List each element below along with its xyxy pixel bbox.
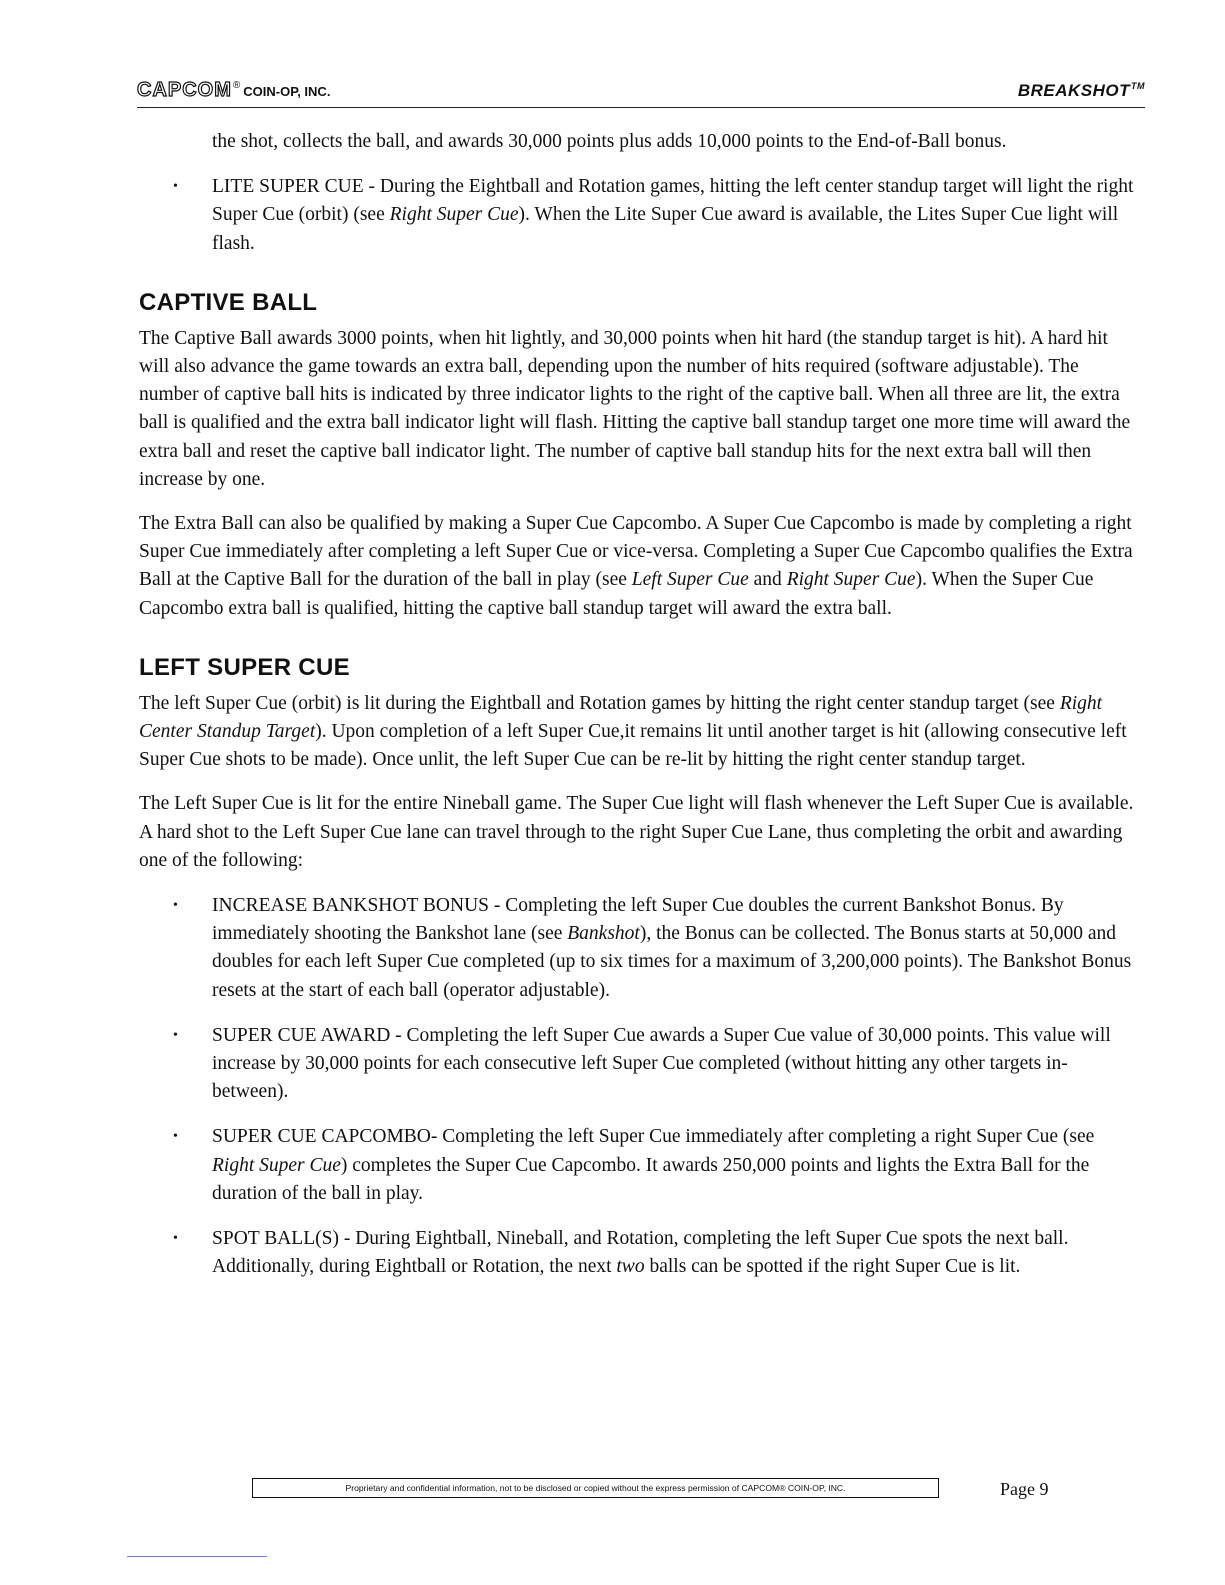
bullet-super-cue-award <box>139 1022 1139 1107</box>
scan-edge-mark <box>127 1556 267 1557</box>
bullet-text: SUPER CUE AWARD - Completing the left Super Cue awards a Super Cue value of 30,000 points. This value will increase by 30,000 points for each consecutive left Super Cue completed (without hitting any other targets in-between). <box>212 1024 1111 1103</box>
paragraph-text: ). Upon completion of a left Super Cue,it remains lit until another target is hit (allowing consecutive left Super Cue shots to be made). Once unlit, the left Super Cue can be re-lit by hitting the right center standup target. <box>139 721 1127 771</box>
cross-reference: Left Super Cue <box>631 569 749 591</box>
emphasis: two <box>616 1256 645 1278</box>
paragraph <box>139 510 1139 623</box>
cross-reference: Right Super Cue <box>212 1154 341 1176</box>
bullet-text: balls can be spotted if the right Super Cue is lit. <box>644 1256 1021 1278</box>
cross-reference: Right Super Cue <box>786 569 916 591</box>
bullet-text: ), the Bonus can be collected. The Bonus starts at 50,000 and doubles for each left Super Cue completed (up to six times for a maximum of 3,200,000 points). The Bankshot Bonus resets at the start of each ball (operator adjustable). <box>212 923 1132 1001</box>
logo-wordmark: CAPCOM <box>137 79 232 101</box>
section-heading-left-super-cue: LEFT SUPER CUE <box>139 653 350 681</box>
bullet-text: ). When the Lite Super Cue award is available, the Lites Super Cue light will flash. <box>212 204 1119 254</box>
cross-reference: Bankshot <box>567 923 640 945</box>
paragraph-text: ). When the Super Cue Capcombo extra ball is qualified, hitting the captive ball standup target will award the extra ball. <box>139 569 1094 619</box>
capcom-logo <box>137 80 330 100</box>
paragraph-text: and <box>748 569 787 591</box>
paragraph <box>139 690 1139 775</box>
bullet-text: INCREASE BANKSHOT BONUS - Completing the left Super Cue doubles the current Bankshot Bonus. By immediately shooting the Bankshot lane (see <box>212 895 1064 945</box>
page-body <box>139 128 1139 1282</box>
bullet-text: SUPER CUE CAPCOMBO- Completing the left Super Cue immediately after completing a right Super Cue (see <box>212 1126 1095 1148</box>
bullet-dot: • <box>173 1231 178 1247</box>
bullet-text: ) completes the Super Cue Capcombo. It awards 250,000 points and lights the Extra Ball for the duration of the ball in play. <box>212 1154 1090 1204</box>
page-number: Page 9 <box>1000 1479 1049 1499</box>
bullet-dot: • <box>173 179 178 195</box>
bullet-text: SPOT BALL(S) - During Eightball, Nineball, and Rotation, completing the left Super Cue spots the next ball. Additionally, during Eightball or Rotation, the next <box>212 1228 1069 1278</box>
bullet-increase-bankshot-bonus <box>139 892 1139 1005</box>
confidentiality-notice: Proprietary and confidential information, not to be disclosed or copied without the express permission of CAPCOM® COIN-OP, INC. <box>252 1478 939 1498</box>
paragraph-text: The Extra Ball can also be qualified by making a Super Cue Capcombo. A Super Cue Capcombo is made by completing a right Super Cue immediately after completing a left Super Cue or vice-versa. Completing a Super Cue Capcombo qualifies the Extra Ball at the Captive Ball for the duration of the ball in play (see <box>139 513 1133 591</box>
company-name: COIN-OP, INC. <box>243 84 331 99</box>
paragraph: The Left Super Cue is lit for the entire Nineball game. The Super Cue light will flash whenever the Left Super Cue is available. A hard shot to the Left Super Cue lane can travel through to the right Super Cue Lane, thus completing the orbit and awarding one of the following: <box>139 793 1134 871</box>
cross-reference: Right Center Standup Target <box>139 692 1103 743</box>
page-header <box>137 78 1145 106</box>
bullet-spot-balls <box>139 1225 1139 1281</box>
paragraph: The Captive Ball awards 3000 points, when hit lightly, and 30,000 points when hit hard (the standup target is hit). A hard hit will also advance the game towards an extra ball, depending upon the number of hits required (software adjustable). The number of captive ball hits is indicated by three indicator lights to the right of the captive ball. When all three are lit, the extra ball is qualified and the extra ball indicator light will flash. Hitting the captive ball standup target one more time will award the extra ball and reset the captive ball indicator light. The number of captive ball standup hits for the next extra ball will then increase by one. <box>139 327 1131 490</box>
continuation-paragraph: the shot, collects the ball, and awards 30,000 points plus adds 10,000 points to the End-of-Ball bonus. <box>212 131 1007 152</box>
bullet-text: LITE SUPER CUE - During the Eightball and Rotation games, hitting the left center standup target will light the right Super Cue (orbit) (see <box>212 176 1134 226</box>
bullet-dot: • <box>173 1129 178 1145</box>
title-text: BREAKSHOT <box>1017 81 1130 100</box>
section-heading-captive-ball: CAPTIVE BALL <box>139 288 318 316</box>
registered-mark: ® <box>232 80 241 91</box>
bullet-dot: • <box>173 1027 178 1043</box>
paragraph-text: The left Super Cue (orbit) is lit during the Eightball and Rotation games by hitting the right center standup target (see <box>139 692 1060 714</box>
document-title <box>1018 81 1145 101</box>
header-divider <box>137 107 1145 108</box>
bullet-dot: • <box>173 898 178 914</box>
trademark-mark: TM <box>1131 81 1145 92</box>
bullet-super-cue-capcombo <box>139 1123 1139 1208</box>
bullet-lite-super-cue <box>139 173 1139 258</box>
cross-reference: Right Super Cue <box>389 204 519 226</box>
